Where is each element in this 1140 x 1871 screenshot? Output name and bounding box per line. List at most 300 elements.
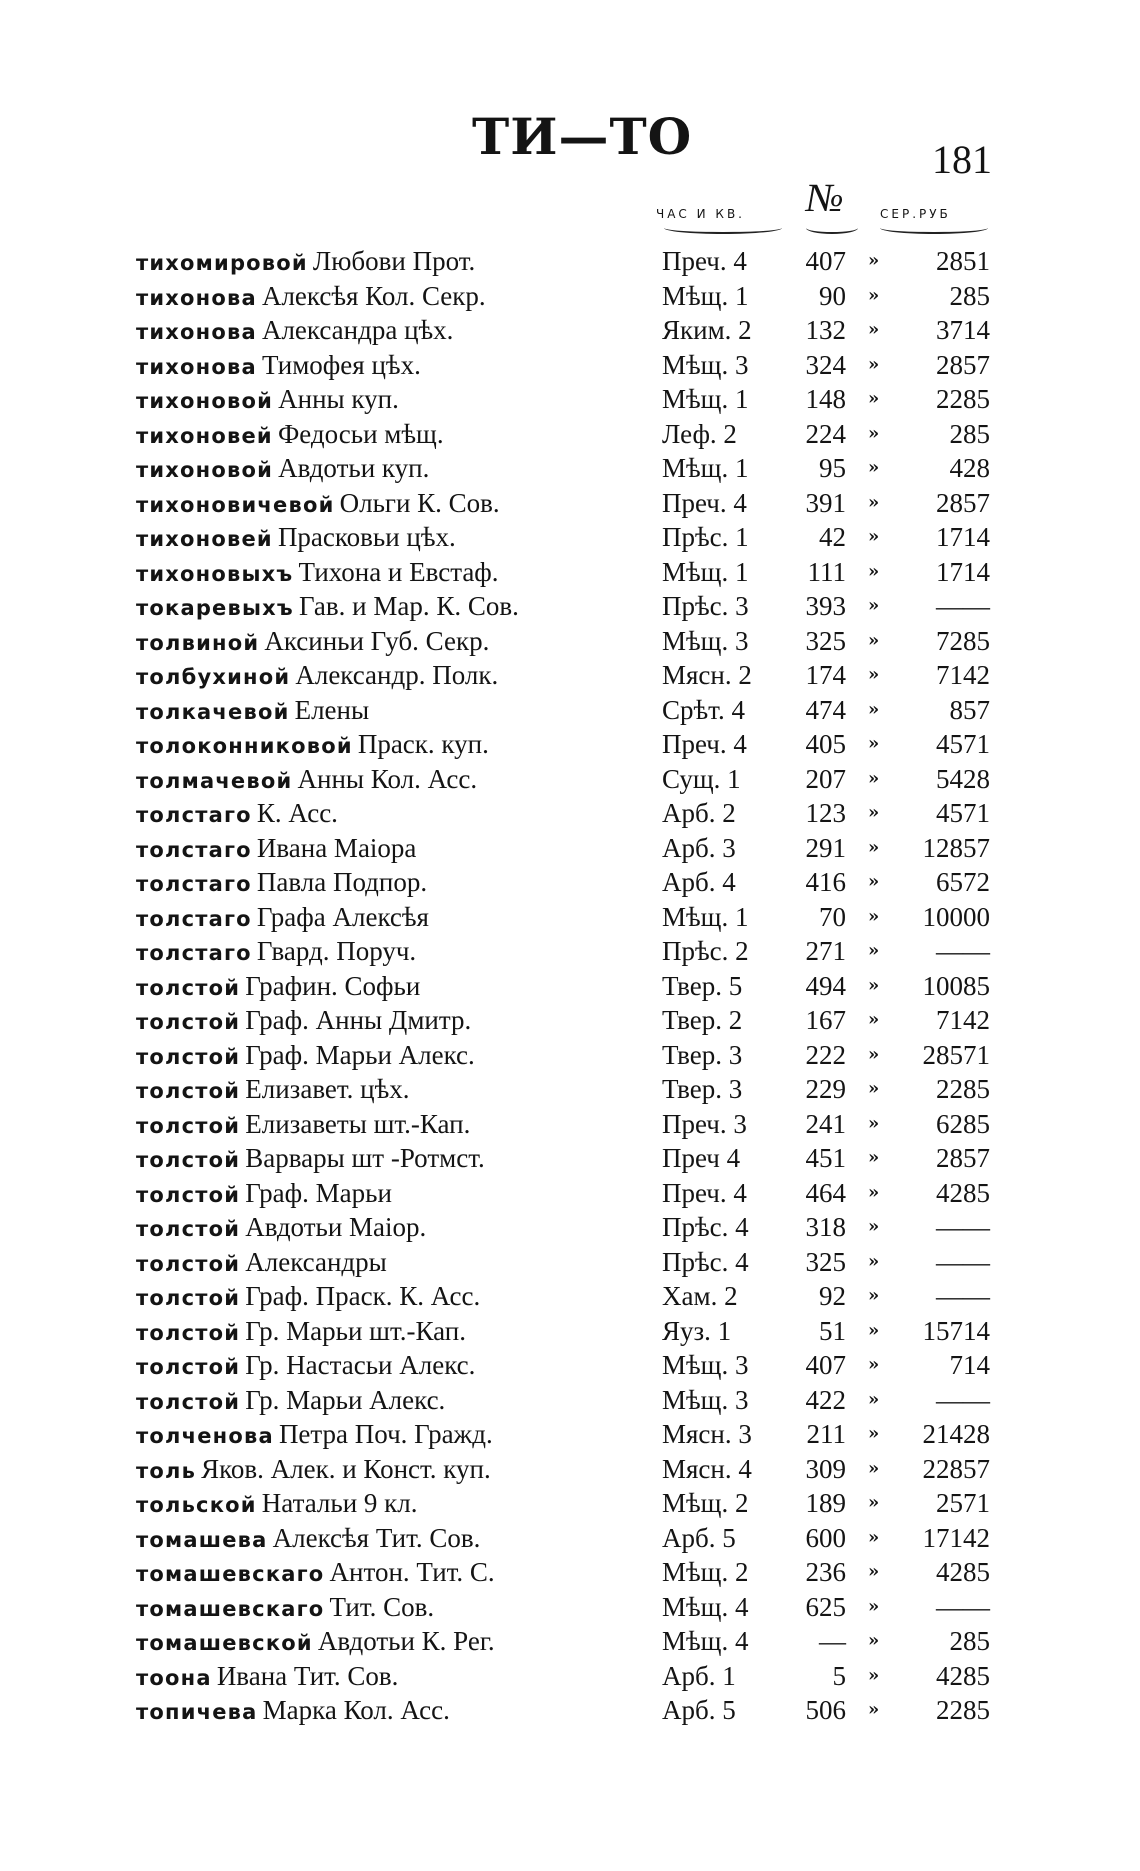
- given-name-rank: Тихона и Евстаф.: [298, 556, 499, 587]
- table-row: [0, 1141, 1140, 1176]
- surname: толстой: [136, 1148, 241, 1172]
- given-name-rank: Натальи 9 кл.: [261, 1488, 418, 1518]
- part-quarter-cell: Преч 4: [662, 1143, 741, 1173]
- house-number-cell: 494: [805, 970, 846, 1001]
- rubles-cell: 2857: [936, 487, 990, 518]
- ditto-mark: »: [868, 1630, 880, 1651]
- ditto-mark: »: [868, 629, 880, 651]
- given-name-rank: Гр. Марьи Алекс.: [245, 1384, 446, 1415]
- given-name-rank: Любови Прот.: [312, 246, 476, 276]
- part-quarter-cell: Преч. 3: [662, 1108, 747, 1139]
- name-cell: [136, 1383, 656, 1421]
- surname: толвиной: [136, 630, 260, 655]
- given-name-rank: Александры: [245, 1246, 387, 1277]
- column-brace-part: [664, 222, 782, 234]
- ditto-mark: »: [868, 319, 880, 340]
- table-row: [0, 831, 1140, 866]
- given-name-rank: Петра Поч. Гражд.: [278, 1419, 493, 1449]
- surname: томашевскаго: [136, 1562, 325, 1586]
- part-quarter-cell: Леф. 2: [662, 418, 737, 449]
- rubles-cell: 1714: [936, 556, 990, 587]
- name-cell: [136, 1452, 656, 1490]
- column-brace-number: [806, 222, 858, 234]
- column-header-part: ЧАС И КВ.: [656, 207, 745, 221]
- ditto-mark: »: [868, 871, 880, 892]
- part-quarter-cell: Твер. 2: [662, 1005, 743, 1035]
- house-number-cell: 271: [805, 936, 846, 966]
- ditto-mark: »: [868, 1078, 880, 1099]
- name-cell: [136, 1590, 656, 1628]
- ditto-mark: »: [868, 1009, 880, 1030]
- rubles-cell: 4571: [936, 798, 990, 828]
- name-cell: [136, 658, 656, 696]
- given-name-rank: Гав. и Мар. К. Сов.: [299, 591, 519, 621]
- name-cell: [136, 1245, 656, 1283]
- house-number-cell: 70: [819, 901, 846, 932]
- table-row: [0, 762, 1140, 797]
- part-quarter-cell: Арб. 5: [662, 1522, 736, 1553]
- part-quarter-cell: Мѣщ. 3: [662, 1384, 749, 1415]
- name-cell: [136, 555, 656, 593]
- given-name-rank: Анны Кол. Асс.: [297, 763, 478, 794]
- part-quarter-cell: Хам. 2: [662, 1281, 738, 1311]
- given-name-rank: Авдотьи К. Рег.: [317, 1626, 495, 1656]
- part-quarter-cell: Твер. 5: [662, 970, 743, 1001]
- surname: тихоновей: [136, 423, 273, 448]
- ditto-mark: »: [868, 767, 880, 789]
- house-number-cell: 167: [805, 1005, 846, 1035]
- given-name-rank: Ольги К. Сов.: [339, 487, 500, 518]
- name-cell: [136, 831, 656, 869]
- given-name-rank: Варвары шт -Ротмст.: [245, 1143, 485, 1173]
- table-row: [0, 934, 1140, 969]
- ditto-mark: »: [868, 526, 880, 547]
- name-cell: [136, 934, 656, 972]
- surname: тихомировой: [136, 251, 308, 275]
- rubles-cell: 2851: [936, 246, 990, 276]
- house-number-cell: 148: [805, 384, 846, 414]
- given-name-rank: Тит. Сов.: [329, 1591, 435, 1622]
- table-row: [0, 1486, 1140, 1521]
- rubles-cell: 10085: [922, 970, 990, 1001]
- part-quarter-cell: Прѣс. 1: [662, 522, 749, 552]
- rubles-cell: 7285: [936, 625, 990, 656]
- house-number-cell: 291: [805, 832, 846, 863]
- ditto-mark: »: [868, 905, 880, 927]
- surname: толоконниковой: [136, 734, 353, 758]
- house-number-cell: 407: [805, 246, 846, 276]
- rubles-cell: 28571: [922, 1039, 990, 1070]
- ditto-mark: »: [868, 560, 880, 582]
- house-number-cell: 325: [805, 625, 846, 656]
- given-name-rank: Графа Алексѣя: [256, 901, 429, 932]
- rubles-cell: 21428: [922, 1419, 990, 1449]
- house-number-cell: 241: [805, 1108, 846, 1139]
- name-cell: [136, 1003, 656, 1041]
- table-row: [0, 244, 1140, 279]
- ditto-mark: »: [868, 1526, 880, 1548]
- name-cell: [136, 624, 656, 662]
- house-number-cell: 222: [805, 1039, 846, 1070]
- house-number-cell: 393: [805, 591, 846, 621]
- rubles-cell: 4571: [936, 729, 990, 759]
- ditto-mark: »: [868, 1423, 880, 1444]
- name-cell: [136, 969, 656, 1007]
- ditto-mark: »: [868, 1457, 880, 1479]
- table-row: [0, 555, 1140, 590]
- ditto-mark: »: [868, 1492, 880, 1513]
- given-name-rank: Ивана Маіора: [256, 832, 417, 863]
- given-name-rank: Федосьи мѣщ.: [277, 418, 444, 449]
- surname: толь: [136, 1458, 197, 1483]
- name-cell: [136, 589, 656, 627]
- table-row: [0, 1590, 1140, 1625]
- house-number-cell: 229: [805, 1074, 846, 1104]
- surname: тихонова: [136, 285, 257, 310]
- part-quarter-cell: Мѣщ. 1: [662, 453, 749, 483]
- rubles-cell: 5428: [936, 763, 990, 794]
- ditto-mark: »: [868, 1699, 880, 1720]
- given-name-rank: Алексѣя Кол. Секр.: [261, 280, 486, 311]
- surname: толстаго: [136, 941, 252, 965]
- house-number-cell: 600: [805, 1522, 846, 1553]
- part-quarter-cell: Мѣщ. 1: [662, 384, 749, 414]
- house-number-cell: 324: [805, 349, 846, 380]
- table-row: [0, 589, 1140, 624]
- table-row: [0, 1348, 1140, 1383]
- name-cell: [136, 1486, 656, 1524]
- part-quarter-cell: Прѣс. 2: [662, 936, 749, 966]
- surname: тихонова: [136, 320, 257, 344]
- house-number-cell: 391: [805, 487, 846, 518]
- house-number-cell: 309: [805, 1453, 846, 1484]
- surname: тихоновичевой: [136, 492, 335, 517]
- rubles-cell: 17142: [922, 1522, 990, 1553]
- name-cell: [136, 1107, 656, 1145]
- part-quarter-cell: Срѣт. 4: [662, 694, 745, 725]
- rubles-cell: 714: [949, 1350, 990, 1380]
- rubles-cell: 2285: [936, 1074, 990, 1104]
- surname: толстой: [136, 1355, 241, 1379]
- surname: топичева: [136, 1700, 258, 1724]
- table-row: [0, 1659, 1140, 1694]
- name-cell: [136, 1417, 656, 1455]
- surname: тихоновей: [136, 527, 273, 551]
- house-number-cell: 325: [805, 1246, 846, 1277]
- house-number-cell: 42: [819, 522, 846, 552]
- name-cell: [136, 382, 656, 420]
- table-row: [0, 451, 1140, 486]
- table-row: [0, 313, 1140, 348]
- name-cell: [136, 486, 656, 524]
- table-row: [0, 1107, 1140, 1142]
- rubles-cell: 4285: [936, 1660, 990, 1691]
- name-cell: [136, 1521, 656, 1559]
- given-name-rank: Ивана Тит. Сов.: [216, 1660, 399, 1691]
- house-number-cell: 207: [805, 763, 846, 794]
- rubles-cell: 7142: [936, 1005, 990, 1035]
- table-row: [0, 1003, 1140, 1038]
- house-number-cell: 405: [805, 729, 846, 759]
- table-row: [0, 417, 1140, 452]
- table-row: [0, 1417, 1140, 1452]
- rubles-cell: 10000: [922, 901, 990, 932]
- table-row: [0, 279, 1140, 314]
- house-number-cell: 211: [806, 1419, 846, 1449]
- house-number-cell: 318: [805, 1212, 846, 1242]
- ditto-mark: »: [868, 1250, 880, 1272]
- rubles-cell: 4285: [936, 1177, 990, 1208]
- rubles-cell: 1714: [936, 522, 990, 552]
- ditto-mark: »: [868, 1561, 880, 1582]
- name-cell: [136, 727, 656, 765]
- part-quarter-cell: Мѣщ. 2: [662, 1557, 749, 1587]
- surname: толстаго: [136, 906, 252, 931]
- house-number-cell: 189: [805, 1488, 846, 1518]
- surname: тоона: [136, 1665, 212, 1690]
- surname: тольской: [136, 1493, 257, 1517]
- given-name-rank: Праск. куп.: [357, 729, 489, 759]
- name-cell: [136, 1176, 656, 1214]
- house-number-cell: 95: [819, 453, 846, 483]
- rubles-cell: 6285: [936, 1108, 990, 1139]
- given-name-rank: Алексѣя Тит. Сов.: [272, 1522, 481, 1553]
- surname: толстой: [136, 1389, 241, 1414]
- house-number-cell: 224: [805, 418, 846, 449]
- ditto-mark: »: [868, 698, 880, 720]
- page-number: 181: [932, 137, 992, 182]
- house-number-cell: 51: [819, 1315, 846, 1346]
- part-quarter-cell: Мясн. 4: [662, 1453, 752, 1484]
- given-name-rank: Прасковьи цѣх.: [277, 522, 456, 552]
- ditto-mark: »: [868, 1112, 880, 1134]
- given-name-rank: Тимофея цѣх.: [261, 349, 421, 380]
- table-row: [0, 1452, 1140, 1487]
- surname: толбухиной: [136, 665, 291, 689]
- house-number-cell: 123: [805, 798, 846, 828]
- table-row: [0, 1245, 1140, 1280]
- surname: толстой: [136, 1079, 241, 1103]
- rubles-cell: 285: [949, 1626, 990, 1656]
- given-name-rank: Антон. Тит. С.: [329, 1557, 495, 1587]
- given-name-rank: Анны куп.: [278, 384, 399, 414]
- house-number-cell: 132: [805, 315, 846, 345]
- surname: толстой: [136, 975, 241, 1000]
- ditto-mark: »: [868, 1043, 880, 1065]
- name-cell: [136, 451, 656, 489]
- name-cell: [136, 1659, 656, 1697]
- given-name-rank: Аксиньи Губ. Секр.: [264, 625, 490, 656]
- table-row: [0, 1693, 1140, 1728]
- ditto-mark: »: [868, 1216, 880, 1237]
- ditto-mark: »: [868, 1319, 880, 1341]
- table-row: [0, 969, 1140, 1004]
- given-name-rank: Павла Подпор.: [256, 867, 428, 897]
- given-name-rank: К. Асс.: [256, 798, 338, 828]
- given-name-rank: Авдотьи Маіор.: [245, 1212, 427, 1242]
- surname: толкачевой: [136, 699, 290, 724]
- name-cell: [136, 1555, 656, 1593]
- surname: толстаго: [136, 803, 252, 827]
- table-row: [0, 900, 1140, 935]
- table-row: [0, 348, 1140, 383]
- given-name-rank: Марка Кол. Асс.: [262, 1695, 450, 1725]
- surname: толстой: [136, 1320, 241, 1345]
- rubles-cell: ——: [936, 1246, 990, 1277]
- ditto-mark: »: [868, 1354, 880, 1375]
- part-quarter-cell: Преч. 4: [662, 246, 747, 276]
- surname: тихоновыхъ: [136, 561, 294, 586]
- ditto-mark: »: [868, 1147, 880, 1168]
- name-cell: [136, 900, 656, 938]
- name-cell: [136, 1210, 656, 1248]
- part-quarter-cell: Арб. 5: [662, 1695, 736, 1725]
- rubles-cell: ——: [936, 936, 990, 966]
- house-number-cell: 506: [805, 1695, 846, 1725]
- rubles-cell: 2571: [936, 1488, 990, 1518]
- part-quarter-cell: Арб. 2: [662, 798, 736, 828]
- ditto-mark: »: [868, 836, 880, 858]
- surname: толстаго: [136, 837, 252, 862]
- ditto-mark: »: [868, 1388, 880, 1410]
- part-quarter-cell: Преч. 4: [662, 1177, 747, 1208]
- name-cell: [136, 417, 656, 455]
- name-cell: [136, 244, 656, 282]
- surname: толмачевой: [136, 768, 293, 793]
- name-cell: [136, 1072, 656, 1110]
- table-row: [0, 1383, 1140, 1418]
- given-name-rank: Графин. Софьи: [245, 970, 421, 1001]
- part-quarter-cell: Прѣс. 4: [662, 1246, 749, 1277]
- surname: толстой: [136, 1010, 241, 1034]
- house-number-cell: 90: [819, 280, 846, 311]
- house-number-cell: —: [819, 1626, 846, 1656]
- given-name-rank: Александр. Полк.: [295, 660, 499, 690]
- ditto-mark: »: [868, 250, 880, 271]
- part-quarter-cell: Мѣщ. 3: [662, 1350, 749, 1380]
- ditto-mark: »: [868, 491, 880, 513]
- ditto-mark: »: [868, 974, 880, 996]
- table-row: [0, 658, 1140, 693]
- ditto-mark: »: [868, 802, 880, 823]
- part-quarter-cell: Мясн. 3: [662, 1419, 752, 1449]
- rubles-cell: ——: [936, 1212, 990, 1242]
- ditto-mark: »: [868, 1285, 880, 1306]
- surname: толстой: [136, 1113, 241, 1138]
- house-number-cell: 5: [832, 1660, 846, 1691]
- ditto-mark: »: [868, 284, 880, 306]
- rubles-cell: 6572: [936, 867, 990, 897]
- ledger-table: [0, 244, 1140, 1728]
- table-row: [0, 1314, 1140, 1349]
- table-row: [0, 624, 1140, 659]
- surname: толстой: [136, 1251, 241, 1276]
- rubles-cell: ——: [936, 1281, 990, 1311]
- surname: томашева: [136, 1527, 268, 1552]
- part-quarter-cell: Твер. 3: [662, 1074, 743, 1104]
- house-number-cell: 422: [805, 1384, 846, 1415]
- ditto-mark: »: [868, 1664, 880, 1686]
- page-title: ТИ—ТО: [472, 107, 693, 166]
- table-row: [0, 1038, 1140, 1073]
- ditto-mark: »: [868, 595, 880, 616]
- surname: толстой: [136, 1182, 241, 1207]
- house-number-cell: 474: [805, 694, 846, 725]
- column-header-number: №: [806, 175, 844, 220]
- table-row: [0, 1521, 1140, 1556]
- column-header-rubles: СЕР.РУБ: [880, 207, 951, 221]
- name-cell: [136, 1038, 656, 1076]
- rubles-cell: 857: [949, 694, 990, 725]
- name-cell: [136, 520, 656, 558]
- rubles-cell: 7142: [936, 660, 990, 690]
- given-name-rank: Гвард. Поруч.: [256, 936, 417, 966]
- given-name-rank: Граф. Марьи: [245, 1177, 392, 1208]
- ditto-mark: »: [868, 388, 880, 409]
- given-name-rank: Авдотьи куп.: [278, 453, 430, 483]
- ditto-mark: »: [868, 353, 880, 375]
- part-quarter-cell: Яким. 2: [662, 315, 752, 345]
- name-cell: [136, 348, 656, 386]
- ditto-mark: »: [868, 422, 880, 444]
- rubles-cell: 4285: [936, 1557, 990, 1587]
- ditto-mark: »: [868, 940, 880, 961]
- house-number-cell: 416: [805, 867, 846, 897]
- name-cell: [136, 313, 656, 351]
- ditto-mark: »: [868, 1595, 880, 1617]
- part-quarter-cell: Твер. 3: [662, 1039, 743, 1070]
- surname: токаревыхъ: [136, 596, 294, 620]
- name-cell: [136, 279, 656, 317]
- table-row: [0, 796, 1140, 831]
- surname: толстой: [136, 1217, 241, 1241]
- given-name-rank: Граф. Анны Дмитр.: [245, 1005, 472, 1035]
- part-quarter-cell: Арб. 3: [662, 832, 736, 863]
- given-name-rank: Александра цѣх.: [261, 315, 454, 345]
- name-cell: [136, 1624, 656, 1662]
- given-name-rank: Елены: [294, 694, 370, 725]
- table-row: [0, 382, 1140, 417]
- part-quarter-cell: Мѣщ. 4: [662, 1626, 749, 1656]
- given-name-rank: Граф. Праск. К. Асс.: [245, 1281, 481, 1311]
- name-cell: [136, 693, 656, 731]
- name-cell: [136, 796, 656, 834]
- part-quarter-cell: Арб. 4: [662, 867, 736, 897]
- given-name-rank: Гр. Настасьи Алекс.: [245, 1350, 476, 1380]
- part-quarter-cell: Прѣс. 3: [662, 591, 749, 621]
- rubles-cell: 15714: [922, 1315, 990, 1346]
- house-number-cell: 111: [807, 556, 846, 587]
- rubles-cell: 3714: [936, 315, 990, 345]
- house-number-cell: 174: [805, 660, 846, 690]
- surname: толстаго: [136, 872, 252, 896]
- given-name-rank: Граф. Марьи Алекс.: [245, 1039, 475, 1070]
- name-cell: [136, 1314, 656, 1352]
- rubles-cell: ——: [936, 1591, 990, 1622]
- rubles-cell: 12857: [922, 832, 990, 863]
- ditto-mark: »: [868, 457, 880, 478]
- house-number-cell: 451: [805, 1143, 846, 1173]
- table-row: [0, 727, 1140, 762]
- part-quarter-cell: Мѣщ. 3: [662, 349, 749, 380]
- column-brace-rubles: [880, 222, 988, 234]
- part-quarter-cell: Прѣс. 4: [662, 1212, 749, 1242]
- ditto-mark: »: [868, 1181, 880, 1203]
- part-quarter-cell: Мѣщ. 1: [662, 280, 749, 311]
- part-quarter-cell: Мѣщ. 1: [662, 901, 749, 932]
- house-number-cell: 236: [805, 1557, 846, 1587]
- part-quarter-cell: Мѣщ. 1: [662, 556, 749, 587]
